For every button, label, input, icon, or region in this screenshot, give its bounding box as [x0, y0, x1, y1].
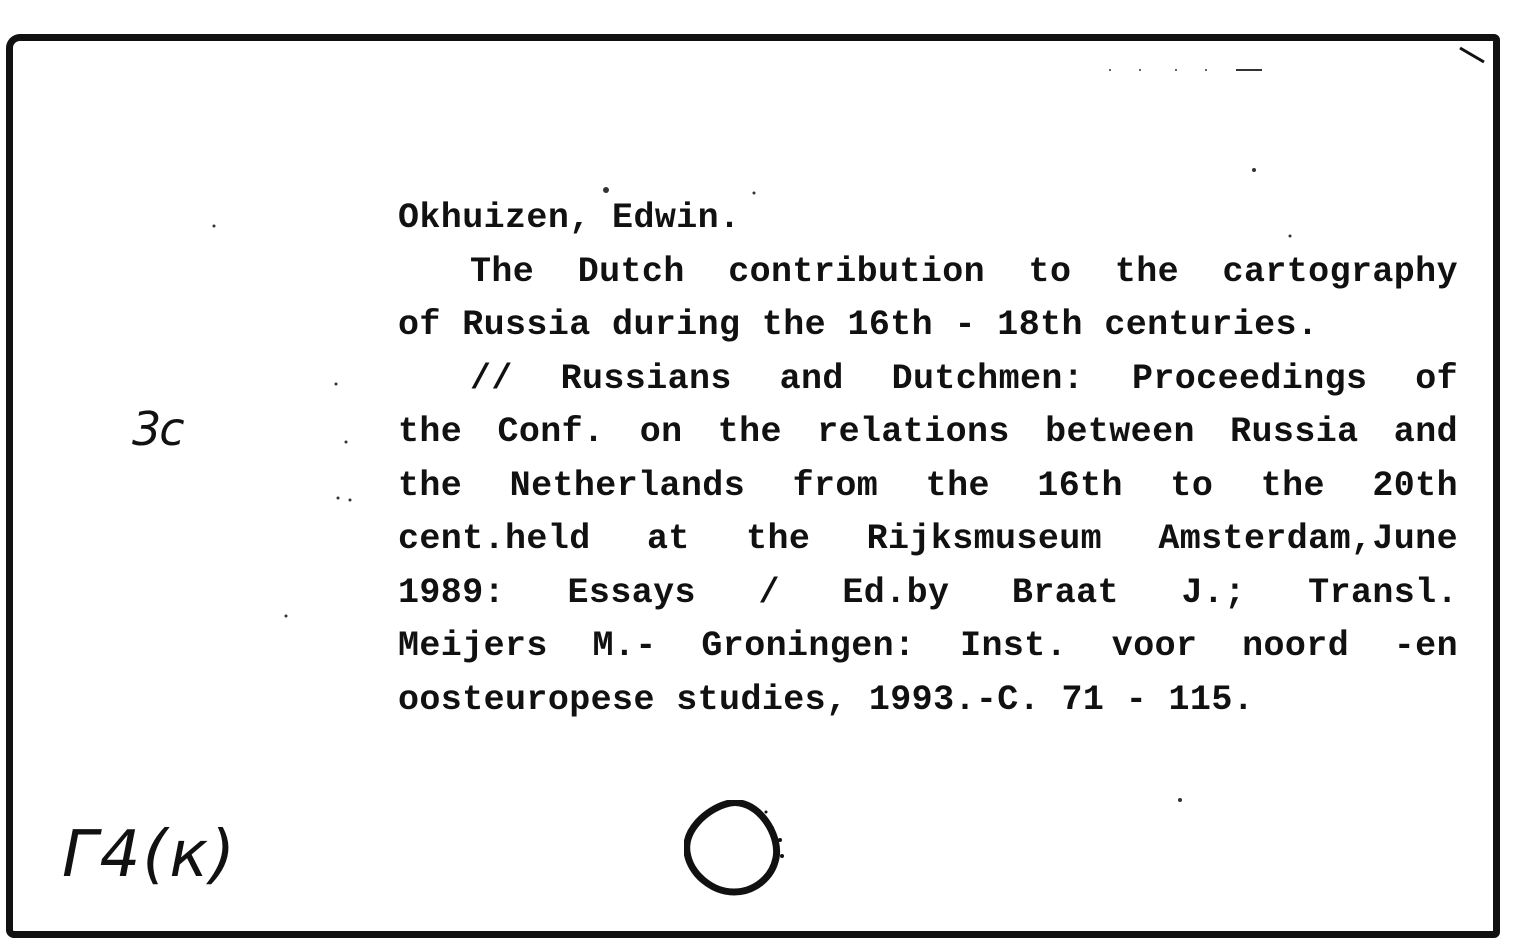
- bibliographic-entry: [398, 192, 1458, 727]
- entry-line: Meijers M.- Groningen: Inst. voor noord -en: [398, 626, 1458, 666]
- entry-line: the Netherlands from the 16th to the 20th: [398, 465, 1458, 506]
- entry-line: of Russia during the 16th - 18th centuries.: [398, 305, 1319, 345]
- entry-line: cent.held at the Rijksmuseum Amsterdam,June: [398, 519, 1458, 559]
- handwritten-code: Г4(к): [62, 818, 237, 892]
- entry-line: 1989: Essays / Ed.by Braat J.; Transl.: [398, 572, 1458, 613]
- punch-hole: [684, 800, 794, 910]
- author-line: Okhuizen, Edwin.: [398, 198, 741, 238]
- entry-line: oosteuropese studies, 1993.-C. 71 - 115.: [398, 679, 1255, 720]
- entry-line: // Russians and Dutchmen: Proceedings of: [470, 358, 1458, 399]
- entry-line: the Conf. on the relations between Russia and: [398, 412, 1458, 452]
- entry-line: The Dutch contribution to the cartography: [470, 251, 1458, 292]
- handwritten-shelf-mark: 3c: [132, 402, 183, 456]
